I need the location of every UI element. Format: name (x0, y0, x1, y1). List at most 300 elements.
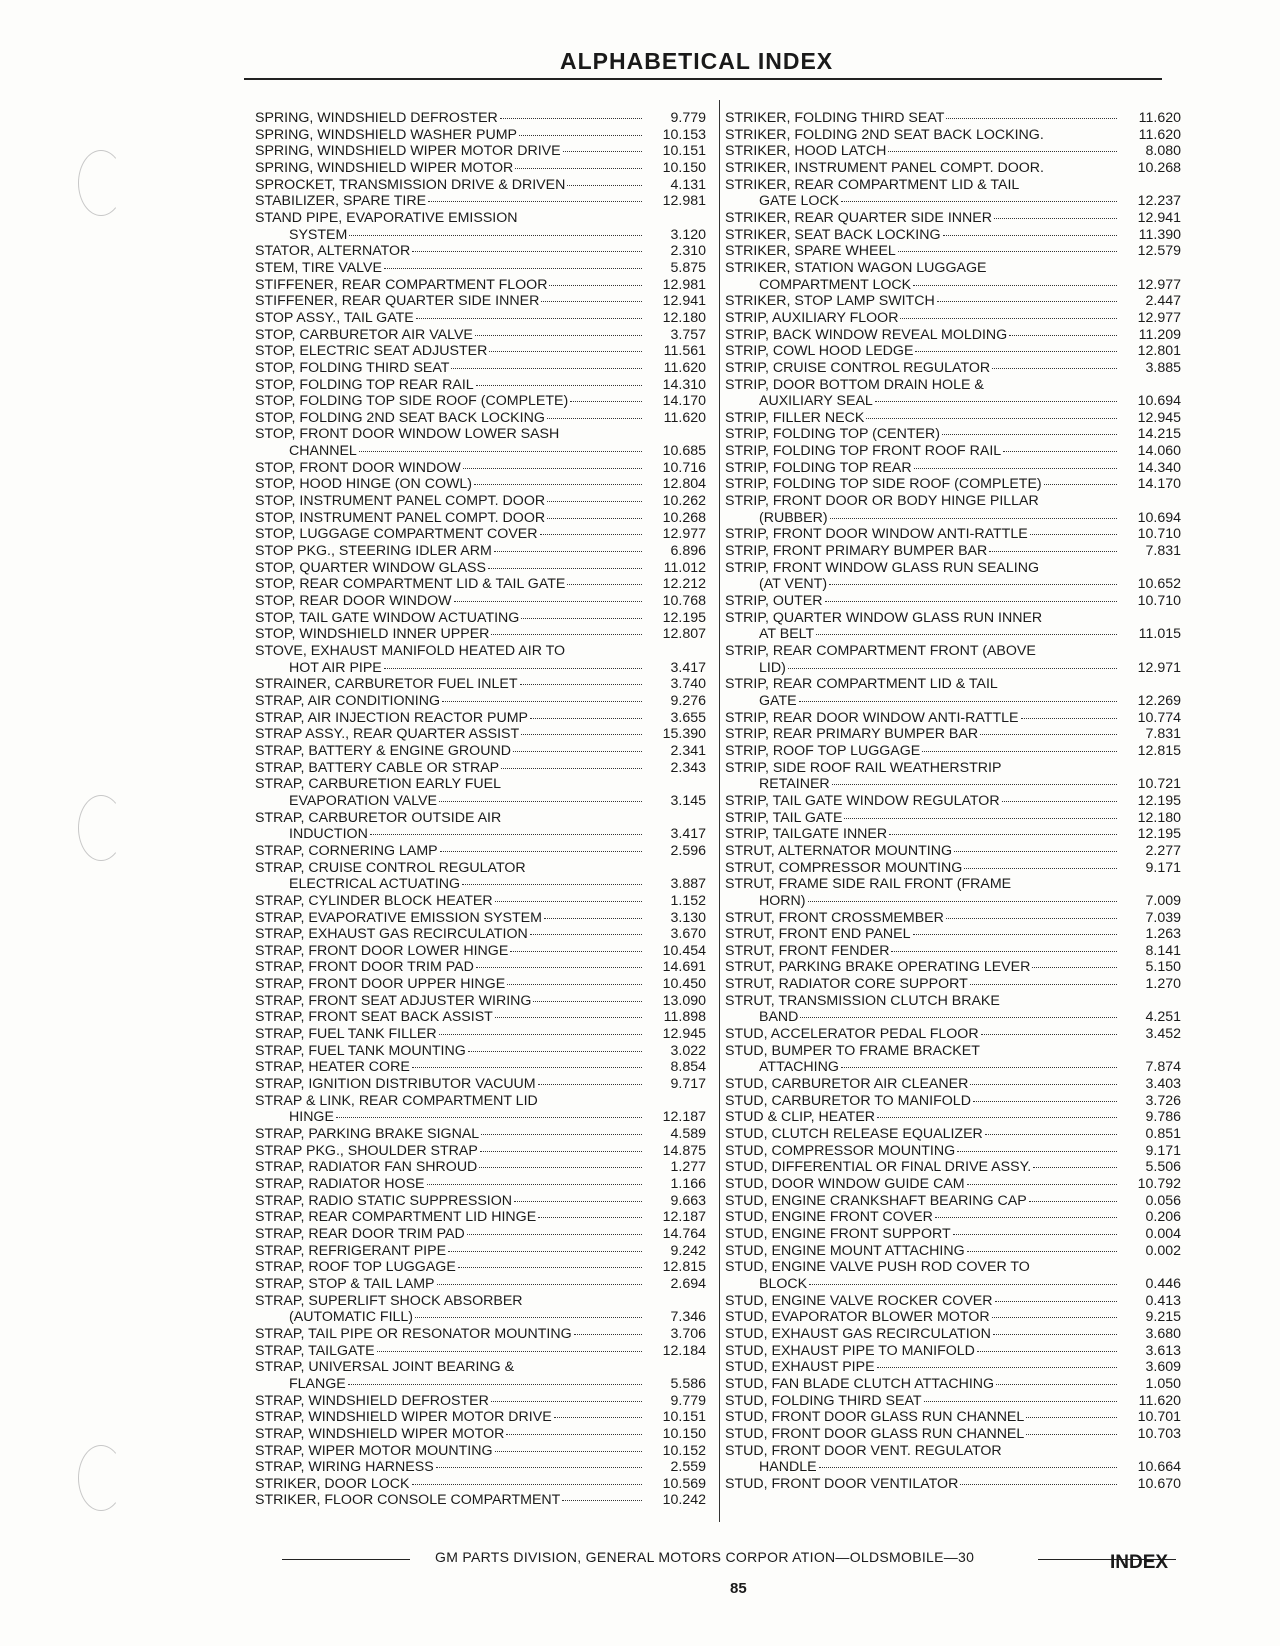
binder-hole (78, 795, 124, 861)
entry-name (255, 943, 646, 960)
index-entry (725, 377, 1185, 394)
column-divider (719, 100, 720, 1522)
index-entry (725, 1443, 1185, 1460)
entry-text: STRIP, FILLER NECK (725, 409, 865, 426)
entry-name (725, 510, 1121, 527)
index-entry (255, 643, 710, 660)
dot-leader (547, 500, 642, 502)
index-entry (725, 127, 1185, 144)
index-entry (255, 310, 710, 327)
dot-leader (468, 1050, 642, 1052)
entry-reference: 11.390 (1138, 226, 1181, 243)
entry-text: STRAP, CYLINDER BLOCK HEATER (255, 892, 493, 909)
dot-leader (561, 434, 642, 435)
entry-name (255, 310, 646, 327)
index-entry (255, 1193, 710, 1210)
index-entry (725, 193, 1185, 210)
entry-text: (AUTOMATIC FILL) (289, 1309, 414, 1326)
entry-name (255, 1259, 646, 1276)
dot-leader (533, 1000, 642, 1002)
entry-text: STRAP ASSY., REAR QUARTER ASSIST (255, 726, 520, 743)
index-entry (255, 626, 710, 643)
entry-reference: 14.691 (662, 959, 706, 976)
entry-name (255, 993, 646, 1010)
entry-name (255, 610, 646, 627)
index-entry (725, 1126, 1185, 1143)
entry-reference: 10.710 (1137, 526, 1181, 543)
index-entry (255, 760, 710, 777)
entry-reference: 2.694 (670, 1275, 706, 1292)
entry-text: STRUT, FRAME SIDE RAIL FRONT (FRAME (725, 876, 1012, 893)
entry-name (725, 526, 1121, 543)
entry-text: (AT VENT) (759, 576, 828, 593)
entry-text: STRIKER, INSTRUMENT PANEL COMPT. DOOR. (725, 159, 1044, 176)
index-column-right (725, 110, 1185, 1492)
dot-leader (841, 200, 1117, 202)
index-entry (255, 1109, 710, 1126)
index-entry (255, 1359, 710, 1376)
entry-text: STRAP, WIPER MOTOR MOUNTING (255, 1442, 493, 1459)
entry-text: STRAP, TAIL PIPE OR RESONATOR MOUNTING (255, 1325, 572, 1342)
entry-reference: 9.779 (670, 110, 706, 126)
entry-name (725, 876, 1121, 893)
dot-leader (541, 300, 642, 302)
dot-leader (1013, 884, 1117, 885)
entry-name (725, 893, 1121, 910)
entry-text: STRIKER, REAR COMPARTMENT LID & TAIL (725, 176, 1020, 193)
dot-leader (1029, 1200, 1117, 1202)
dot-leader (440, 850, 642, 852)
entry-reference: 7.831 (1145, 543, 1181, 560)
entry-name (725, 1209, 1121, 1226)
entry-text: STRAP, BATTERY & ENGINE GROUND (255, 742, 511, 759)
dot-leader (412, 1483, 642, 1485)
entry-text: STRAP, REAR DOOR TRIM PAD (255, 1225, 465, 1242)
entry-name (725, 293, 1121, 310)
dot-leader (495, 1016, 642, 1018)
entry-text: RETAINER (759, 776, 830, 793)
index-entry (255, 227, 710, 244)
dot-leader (1026, 1433, 1117, 1435)
index-entry (725, 1376, 1185, 1393)
entry-name (255, 1176, 646, 1193)
entry-text: STRAP, HEATER CORE (255, 1059, 410, 1076)
entry-name (725, 327, 1121, 344)
entry-name (255, 1243, 646, 1260)
entry-reference: 0.206 (1145, 1209, 1181, 1226)
index-entry (725, 693, 1185, 710)
dot-leader (437, 1283, 642, 1285)
index-entry (255, 177, 710, 194)
index-entry (725, 993, 1185, 1010)
dot-leader (1021, 185, 1117, 186)
entry-name (725, 576, 1121, 593)
index-entry (725, 143, 1185, 160)
index-entry (725, 776, 1185, 793)
dot-leader (866, 417, 1117, 419)
index-entry (725, 626, 1185, 643)
dot-leader (888, 150, 1117, 152)
entry-text: STRUT, RADIATOR CORE SUPPORT (725, 976, 968, 993)
entry-reference: 12.977 (1137, 309, 1181, 326)
entry-reference: 10.768 (662, 593, 706, 610)
entry-reference: 0.446 (1145, 1275, 1181, 1292)
dot-leader (980, 733, 1117, 735)
dot-leader (841, 1066, 1117, 1068)
entry-text: STRAP, FUEL TANK FILLER (255, 1026, 437, 1043)
entry-reference: 1.166 (670, 1176, 706, 1192)
dot-leader (898, 250, 1117, 252)
entry-reference: 14.215 (1137, 426, 1181, 443)
dot-leader (538, 1216, 642, 1218)
entry-text: STRUT, TRANSMISSION CLUTCH BRAKE (725, 992, 1000, 1009)
entry-text: STUD, FRONT DOOR GLASS RUN CHANNEL (725, 1425, 1025, 1442)
entry-text: STRAP, EVAPORATIVE EMISSION SYSTEM (255, 909, 542, 926)
index-entry (255, 593, 710, 610)
dot-leader (530, 717, 642, 719)
dot-leader (957, 1150, 1117, 1152)
entry-text: SPRING, WINDSHIELD WIPER MOTOR (255, 159, 514, 176)
dot-leader (503, 818, 642, 819)
entry-reference: 1.263 (1145, 926, 1181, 943)
index-entry (725, 443, 1185, 460)
entry-name (255, 776, 646, 793)
index-entry (725, 227, 1185, 244)
entry-text: STRAP, REAR COMPARTMENT LID HINGE (255, 1209, 537, 1226)
dot-leader (808, 900, 1118, 902)
entry-reference: 12.180 (1137, 809, 1181, 826)
entry-text: STOP, FOLDING THIRD SEAT (255, 359, 450, 376)
dot-leader (1002, 1001, 1117, 1002)
entry-reference: 11.620 (1138, 126, 1181, 143)
entry-text: CHANNEL (289, 443, 357, 460)
entry-name (725, 127, 1121, 144)
entry-text: STRAP, EXHAUST GAS RECIRCULATION (255, 926, 528, 943)
entry-text: STUD, ENGINE FRONT SUPPORT (725, 1225, 951, 1242)
entry-name (255, 843, 646, 860)
entry-reference: 3.885 (1145, 359, 1181, 376)
index-entry (255, 1492, 710, 1509)
page-title: ALPHABETICAL INDEX (560, 48, 834, 74)
index-entry (725, 210, 1185, 227)
dot-leader (875, 400, 1117, 402)
entry-reference: 1.270 (1145, 976, 1181, 993)
entry-reference: 10.694 (1137, 393, 1181, 410)
entry-text: STUD, EXHAUST PIPE TO MANIFOLD (725, 1342, 975, 1359)
entry-text: STOP PKG., STEERING IDLER ARM (255, 543, 492, 560)
entry-reference: 14.764 (662, 1225, 706, 1242)
entry-text: STRAP, BATTERY CABLE OR STRAP (255, 759, 500, 776)
entry-name (725, 1276, 1121, 1293)
entry-reference: 12.981 (662, 276, 706, 293)
dot-leader (981, 1033, 1117, 1035)
dot-leader (1026, 1416, 1117, 1418)
index-entry (725, 1259, 1185, 1276)
entry-name (725, 1026, 1121, 1043)
entry-reference: 3.726 (1145, 1092, 1181, 1109)
index-entry (255, 1126, 710, 1143)
dot-leader (439, 800, 642, 802)
entry-reference: 3.706 (670, 1325, 706, 1342)
index-entry (725, 910, 1185, 927)
index-entry (255, 1376, 710, 1393)
dot-leader (514, 1200, 642, 1202)
entry-reference: 10.242 (662, 1492, 706, 1509)
binder-hole (78, 1445, 124, 1511)
entry-name (255, 710, 646, 727)
entry-reference: 9.717 (670, 1076, 706, 1093)
dot-leader (554, 1416, 642, 1418)
index-entry (725, 110, 1185, 127)
entry-reference: 10.716 (662, 459, 706, 476)
entry-text: STUD, CARBURETOR AIR CLEANER (725, 1076, 969, 1093)
entry-text: STUD, ENGINE FRONT COVER (725, 1209, 933, 1226)
dot-leader (1032, 1267, 1117, 1268)
dot-leader (567, 583, 642, 585)
index-entry (725, 526, 1185, 543)
entry-name (725, 1243, 1121, 1260)
dot-leader (989, 550, 1117, 552)
index-entry (725, 926, 1185, 943)
entry-reference: 12.212 (662, 576, 706, 593)
entry-name (725, 227, 1121, 244)
dot-leader (567, 184, 642, 186)
entry-name (255, 1193, 646, 1210)
dot-leader (528, 868, 642, 869)
entry-name (725, 1093, 1121, 1110)
entry-reference: 4.131 (670, 176, 706, 193)
entry-text: STRAP, FRONT SEAT BACK ASSIST (255, 1009, 493, 1026)
entry-text: STUD, FRONT DOOR GLASS RUN CHANNEL (725, 1409, 1025, 1426)
index-entry (725, 1143, 1185, 1160)
entry-reference: 5.150 (1145, 959, 1181, 976)
entry-reference: 12.807 (662, 626, 706, 643)
dot-leader (1002, 800, 1117, 802)
entry-text: STOP, FRONT DOOR WINDOW (255, 459, 461, 476)
entry-text: STRAP, IGNITION DISTRIBUTOR VACUUM (255, 1076, 536, 1093)
index-entry (255, 910, 710, 927)
entry-text: STRUT, COMPRESSOR MOUNTING (725, 859, 963, 876)
entry-name (725, 1009, 1121, 1026)
entry-name (255, 210, 646, 227)
index-entry (255, 1176, 710, 1193)
index-entry (725, 493, 1185, 510)
dot-leader (994, 217, 1117, 219)
entry-name (255, 726, 646, 743)
entry-reference: 2.310 (670, 243, 706, 260)
entry-text: STRAP, CRUISE CONTROL REGULATOR (255, 859, 526, 876)
entry-name (255, 377, 646, 394)
index-entry (255, 127, 710, 144)
entry-reference: 7.009 (1145, 892, 1181, 909)
entry-name (255, 260, 646, 277)
entry-reference: 2.447 (1145, 293, 1181, 310)
entry-reference: 15.390 (662, 726, 706, 743)
entry-text: STRAP, TAILGATE (255, 1342, 375, 1359)
entry-name (255, 926, 646, 943)
dot-leader (1044, 483, 1117, 485)
entry-text: STRIP, REAR COMPARTMENT LID & TAIL (725, 676, 998, 693)
dot-leader (829, 583, 1117, 585)
entry-name (725, 243, 1121, 260)
dot-leader (891, 950, 1117, 952)
index-entry (725, 560, 1185, 577)
entry-text: STRAP & LINK, REAR COMPARTMENT LID (255, 1092, 538, 1109)
entry-reference: 11.620 (663, 359, 706, 376)
index-entry (255, 110, 710, 127)
entry-text: ELECTRICAL ACTUATING (289, 876, 461, 893)
dot-leader (448, 1250, 642, 1252)
entry-name (255, 410, 646, 427)
entry-text: STRAP, FUEL TANK MOUNTING (255, 1042, 466, 1059)
entry-reference: 12.945 (1137, 409, 1181, 426)
entry-text: STRIP, COWL HOOD LEDGE (725, 343, 914, 360)
entry-reference: 12.195 (1137, 792, 1181, 809)
dot-leader (913, 933, 1117, 935)
entry-text: STRIP, FOLDING TOP (CENTER) (725, 426, 940, 443)
dot-leader (384, 667, 642, 669)
entry-reference: 9.779 (670, 1392, 706, 1409)
index-entry (255, 1459, 710, 1476)
dot-leader (488, 567, 642, 569)
entry-reference: 2.277 (1145, 842, 1181, 859)
entry-reference: 12.971 (1137, 659, 1181, 676)
entry-name (255, 826, 646, 843)
entry-name (255, 1309, 646, 1326)
index-entry (255, 510, 710, 527)
dot-leader (960, 1483, 1117, 1485)
index-entry (255, 277, 710, 294)
dot-leader (495, 900, 642, 902)
entry-reference: 9.242 (670, 1242, 706, 1259)
entry-text: STRIP, REAR COMPARTMENT FRONT (ABOVE (725, 643, 1036, 659)
entry-name (725, 1043, 1121, 1060)
entry-text: STRIP, REAR DOOR WINDOW ANTI-RATTLE (725, 709, 1019, 726)
index-entry (725, 1209, 1185, 1226)
entry-reference: 13.090 (662, 992, 706, 1009)
entry-text: STRIKER, HOOD LATCH (725, 143, 887, 160)
index-entry (725, 593, 1185, 610)
entry-reference: 11.015 (1138, 626, 1181, 643)
entry-text: (RUBBER) (759, 509, 828, 526)
entry-name (255, 1376, 646, 1393)
index-entry (255, 1293, 710, 1310)
index-entry (725, 976, 1185, 993)
entry-text: STOP, FOLDING TOP SIDE ROOF (COMPLETE) (255, 393, 569, 410)
index-entry (255, 526, 710, 543)
entry-name (255, 526, 646, 543)
entry-name (255, 510, 646, 527)
index-entry (725, 743, 1185, 760)
dot-leader (547, 517, 642, 519)
dot-leader (428, 200, 642, 202)
entry-name (725, 1059, 1121, 1076)
page-number: 85 (730, 1580, 747, 1597)
entry-name (255, 560, 646, 577)
entry-reference: 5.586 (670, 1375, 706, 1392)
entry-name (725, 1176, 1121, 1193)
entry-text: COMPARTMENT LOCK (759, 276, 912, 293)
index-entry (725, 177, 1185, 194)
entry-name (725, 1409, 1121, 1426)
entry-reference: 11.561 (663, 343, 706, 360)
entry-name (725, 277, 1121, 294)
dot-leader (521, 617, 642, 619)
entry-reference: 3.680 (1145, 1325, 1181, 1342)
entry-text: STIFFENER, REAR COMPARTMENT FLOOR (255, 276, 548, 293)
entry-text: STRAP, ROOF TOP LUGGAGE (255, 1259, 456, 1276)
index-entry (725, 710, 1185, 727)
index-entry (725, 1109, 1185, 1126)
dot-leader (507, 983, 642, 985)
dot-leader (799, 700, 1117, 702)
entry-name (255, 976, 646, 993)
entry-name (255, 1393, 646, 1410)
entry-reference: 12.237 (1137, 193, 1181, 210)
index-entry (255, 926, 710, 943)
dot-leader (359, 450, 642, 452)
entry-name (725, 393, 1121, 410)
entry-text: STRAP, WIRING HARNESS (255, 1459, 434, 1476)
dot-leader (935, 1216, 1117, 1218)
entry-name (255, 1443, 646, 1460)
entry-name (725, 860, 1121, 877)
entry-name (255, 493, 646, 510)
dot-leader (544, 917, 642, 919)
entry-name (255, 1159, 646, 1176)
entry-text: STRUT, FRONT CROSSMEMBER (725, 909, 944, 926)
entry-text: STUD, EVAPORATOR BLOWER MOTOR (725, 1309, 990, 1326)
entry-reference: 10.569 (662, 1475, 706, 1492)
dot-leader (503, 784, 642, 785)
dot-leader (830, 517, 1117, 519)
entry-text: STRAINER, CARBURETOR FUEL INLET (255, 676, 518, 693)
entry-reference: 9.276 (670, 692, 706, 709)
index-entry (725, 277, 1185, 294)
entry-reference: 10.262 (662, 493, 706, 510)
entry-reference: 10.652 (1137, 576, 1181, 593)
entry-name (725, 377, 1121, 394)
entry-reference: 10.792 (1137, 1176, 1181, 1192)
index-entry (255, 560, 710, 577)
entry-reference: 0.056 (1145, 1192, 1181, 1209)
entry-text: STRIKER, SPARE WHEEL (725, 243, 896, 260)
index-entry (255, 810, 710, 827)
entry-name (255, 193, 646, 210)
entry-reference: 12.981 (662, 193, 706, 210)
dot-leader (458, 1266, 642, 1268)
entry-text: STOP, FOLDING TOP REAR RAIL (255, 376, 474, 393)
dot-leader (377, 1350, 642, 1352)
index-entry (725, 860, 1185, 877)
dot-leader (442, 700, 642, 702)
dot-leader (825, 600, 1118, 602)
entry-name (255, 1476, 646, 1493)
index-entry (725, 959, 1185, 976)
entry-reference: 2.596 (670, 842, 706, 859)
dot-leader (922, 750, 1117, 752)
entry-name (255, 1409, 646, 1426)
entry-text: STUD, CLUTCH RELEASE EQUALIZER (725, 1126, 983, 1143)
entry-reference: 10.268 (662, 509, 706, 526)
index-entry (725, 726, 1185, 743)
entry-name (255, 160, 646, 177)
index-entry (255, 660, 710, 677)
entry-reference: 7.346 (670, 1309, 706, 1326)
entry-text: STRAP, RADIATOR FAN SHROUD (255, 1159, 478, 1176)
dot-leader (953, 1233, 1117, 1235)
entry-reference: 12.941 (662, 293, 706, 310)
